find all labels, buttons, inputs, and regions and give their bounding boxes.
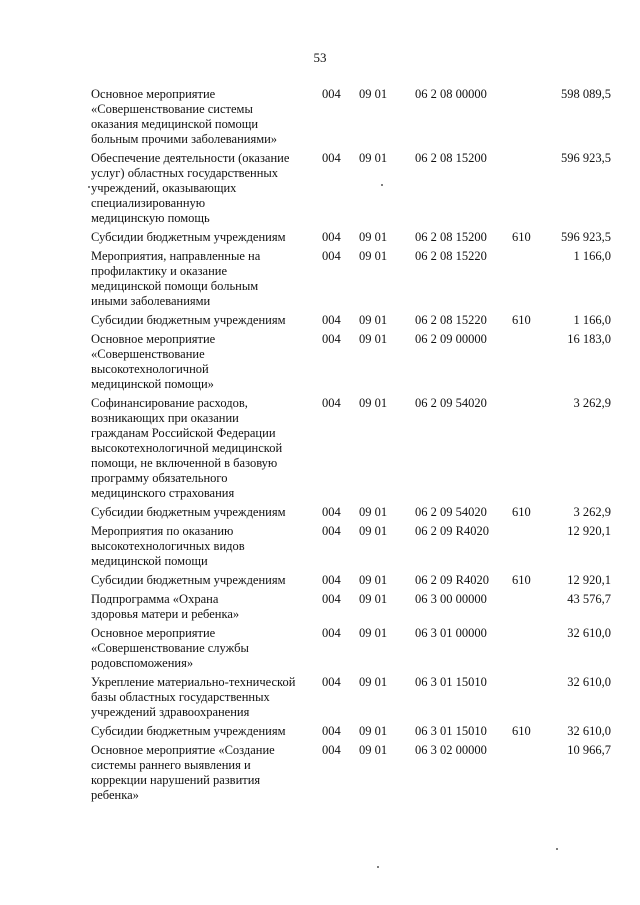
- row-section-code: 09 01: [359, 626, 388, 640]
- row-dept-code: 004: [322, 573, 341, 587]
- table-row: [91, 249, 611, 309]
- row-section-code: 09 01: [359, 524, 388, 538]
- scan-speck: [381, 184, 383, 186]
- row-amount: 596 923,5: [561, 230, 611, 244]
- table-row: [91, 313, 611, 328]
- row-target-code: 06 3 00 00000: [415, 592, 487, 606]
- row-dept-code: 004: [322, 524, 341, 538]
- table-row: [91, 743, 611, 803]
- row-name: Подпрограмма «Охрана здоровья матери и ребенка»: [91, 592, 240, 621]
- row-section-code: 09 01: [359, 592, 388, 606]
- row-expense-type: 610: [512, 724, 531, 738]
- row-section-code: 09 01: [359, 230, 388, 244]
- table-row: [91, 724, 611, 739]
- table-row: [91, 396, 611, 501]
- row-dept-code: 004: [322, 505, 341, 519]
- row-target-code: 06 3 01 15010: [415, 724, 487, 738]
- row-section-code: 09 01: [359, 87, 388, 101]
- row-section-code: 09 01: [359, 724, 388, 738]
- scan-speck: [88, 186, 90, 188]
- row-amount: 32 610,0: [567, 626, 611, 640]
- row-section-code: 09 01: [359, 743, 388, 757]
- row-dept-code: 004: [322, 675, 341, 689]
- row-target-code: 06 2 08 15200: [415, 151, 487, 165]
- row-name: Укрепление материально-технической базы областных государственных учреждений здравоохранения: [91, 675, 296, 719]
- row-name: Основное мероприятие «Совершенствование высокотехнологичной медицинской помощи»: [91, 332, 216, 391]
- row-name: Субсидии бюджетным учреждениям: [91, 230, 286, 244]
- row-name: Мероприятия по оказанию высокотехнологичных видов медицинской помощи: [91, 524, 245, 568]
- row-target-code: 06 3 01 15010: [415, 675, 487, 689]
- table-row: [91, 332, 611, 392]
- row-section-code: 09 01: [359, 573, 388, 587]
- row-amount: 12 920,1: [567, 573, 611, 587]
- row-target-code: 06 2 08 15220: [415, 313, 487, 327]
- row-name: Субсидии бюджетным учреждениям: [91, 505, 286, 519]
- row-expense-type: 610: [512, 573, 531, 587]
- row-dept-code: 004: [322, 626, 341, 640]
- row-amount: 1 166,0: [573, 313, 611, 327]
- row-section-code: 09 01: [359, 249, 388, 263]
- row-dept-code: 004: [322, 396, 341, 410]
- row-dept-code: 004: [322, 230, 341, 244]
- row-name: Субсидии бюджетным учреждениям: [91, 724, 286, 738]
- row-amount: 596 923,5: [561, 151, 611, 165]
- row-expense-type: 610: [512, 313, 531, 327]
- row-dept-code: 004: [322, 332, 341, 346]
- table-row: [91, 230, 611, 245]
- row-amount: 32 610,0: [567, 724, 611, 738]
- row-name: Мероприятия, направленные на профилактику и оказание медицинской помощи больным иными заболеваниями: [91, 249, 261, 308]
- row-target-code: 06 3 01 00000: [415, 626, 487, 640]
- row-target-code: 06 2 08 15200: [415, 230, 487, 244]
- row-expense-type: 610: [512, 230, 531, 244]
- row-name: Основное мероприятие «Совершенствование системы оказания медицинской помощи больным прочими заболеваниями»: [91, 87, 278, 146]
- row-amount: 3 262,9: [573, 396, 611, 410]
- row-name: Основное мероприятие «Создание системы раннего выявления и коррекции нарушений развития ребенка»: [91, 743, 275, 802]
- row-target-code: 06 2 08 00000: [415, 87, 487, 101]
- table-row: [91, 87, 611, 147]
- table-row: [91, 524, 611, 569]
- row-name: Субсидии бюджетным учреждениям: [91, 573, 286, 587]
- row-dept-code: 004: [322, 87, 341, 101]
- row-amount: 32 610,0: [567, 675, 611, 689]
- table-row: [91, 675, 611, 720]
- row-target-code: 06 2 09 R4020: [415, 524, 489, 538]
- row-dept-code: 004: [322, 151, 341, 165]
- row-section-code: 09 01: [359, 505, 388, 519]
- row-dept-code: 004: [322, 592, 341, 606]
- row-dept-code: 004: [322, 724, 341, 738]
- row-target-code: 06 3 02 00000: [415, 743, 487, 757]
- row-amount: 3 262,9: [573, 505, 611, 519]
- row-name: Обеспечение деятельности (оказание услуг) областных государственных учреждений, оказывающих специализированную медицинскую помощь: [91, 151, 290, 225]
- row-expense-type: 610: [512, 505, 531, 519]
- row-dept-code: 004: [322, 249, 341, 263]
- row-name: Основное мероприятие «Совершенствование службы родовспоможения»: [91, 626, 249, 670]
- row-section-code: 09 01: [359, 332, 388, 346]
- budget-table: [91, 87, 611, 807]
- row-amount: 1 166,0: [573, 249, 611, 263]
- row-target-code: 06 2 09 R4020: [415, 573, 489, 587]
- row-section-code: 09 01: [359, 675, 388, 689]
- scan-speck: [556, 848, 558, 850]
- row-amount: 10 966,7: [567, 743, 611, 757]
- row-name: Субсидии бюджетным учреждениям: [91, 313, 286, 327]
- table-row: [91, 151, 611, 226]
- table-row: [91, 573, 611, 588]
- row-section-code: 09 01: [359, 396, 388, 410]
- table-row: [91, 505, 611, 520]
- row-section-code: 09 01: [359, 313, 388, 327]
- row-amount: 598 089,5: [561, 87, 611, 101]
- row-name: Софинансирование расходов, возникающих при оказании гражданам Российской Федерации высокотехнологичной медицинской помощи, не включенной в базовую программу обязательного медицинского страхования: [91, 396, 283, 500]
- row-section-code: 09 01: [359, 151, 388, 165]
- row-dept-code: 004: [322, 313, 341, 327]
- row-target-code: 06 2 09 00000: [415, 332, 487, 346]
- row-amount: 16 183,0: [567, 332, 611, 346]
- row-target-code: 06 2 09 54020: [415, 396, 487, 410]
- scan-speck: [377, 866, 379, 868]
- row-target-code: 06 2 08 15220: [415, 249, 487, 263]
- row-dept-code: 004: [322, 743, 341, 757]
- row-amount: 12 920,1: [567, 524, 611, 538]
- row-target-code: 06 2 09 54020: [415, 505, 487, 519]
- page-number: 53: [313, 50, 327, 65]
- table-row: [91, 592, 611, 622]
- row-amount: 43 576,7: [567, 592, 611, 606]
- table-row: [91, 626, 611, 671]
